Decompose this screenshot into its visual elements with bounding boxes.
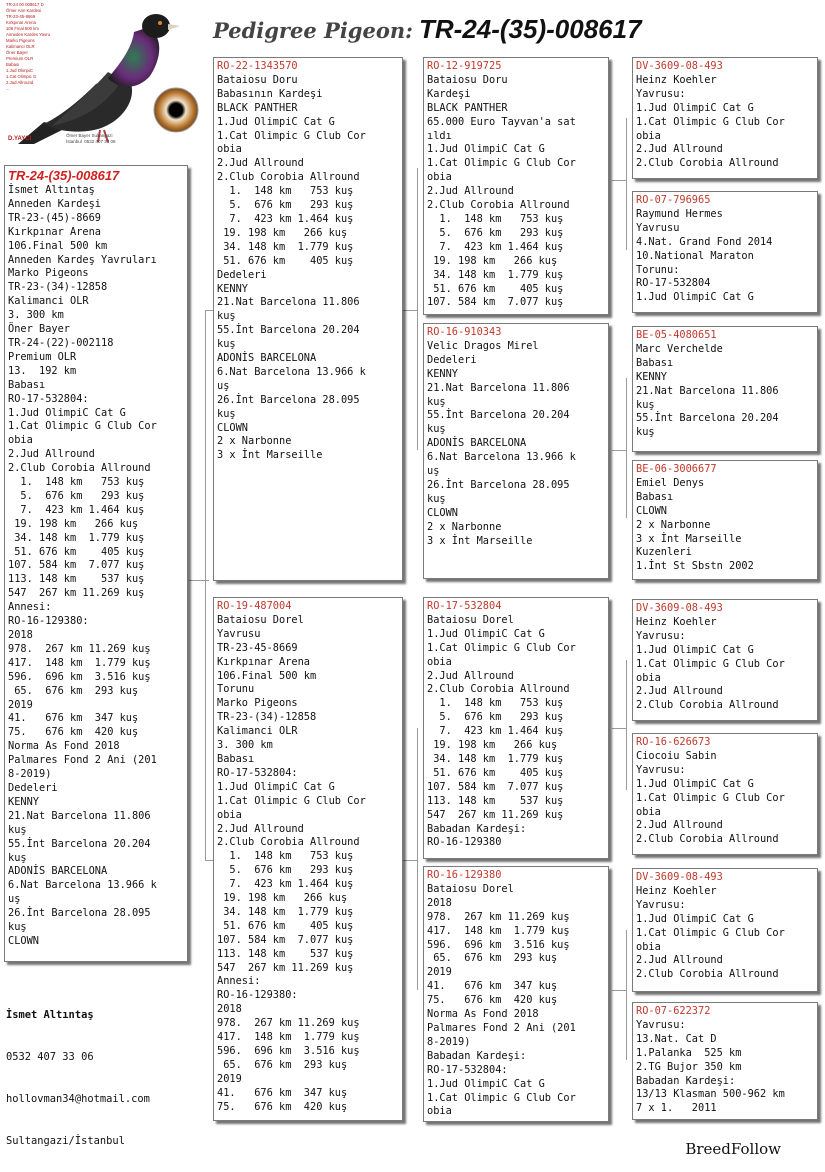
sire-sire-ring-number: RO-12-919725: [427, 60, 502, 72]
logo-caption: Ömer Bayer Sultangazi İstanbul 0532 407 33 06: [66, 133, 116, 144]
logo-brand: D.YAYCI: [8, 136, 32, 142]
sire-ring-number: RO-22-1343570: [217, 60, 298, 72]
dds-ring-number: DV-3609-08-493: [636, 871, 723, 883]
connector-ss: [612, 180, 626, 181]
dam-dam-details: Bataiosu Dorel 2018 978. 267 km 11.269 kuş 417. 148 km 1.779 kuş 596. 696 km 3.516 kuş 65. 676 km 293 kuş 2019 41. 676 km 347 kuş 75. 676 km 420 kuş Norma As Fond 2018 Palmares Fond 2 Ani (201 8-2019) Babadan Kardeşi: RO-17-532804: 1.Jud OlimpiC Cat G 1.Cat Olimpic G Club Cor obia: [427, 882, 576, 1118]
breeder-city: Sultangazi/İstanbul: [6, 1135, 125, 1147]
connector-main: [189, 580, 209, 581]
connector-ds: [612, 728, 626, 729]
dam-card: [213, 597, 403, 1121]
breeder-phone: 0532 407 33 06: [6, 1051, 94, 1063]
sss-details: Heinz Koehler Yavrusu: 1.Jud OlimpiC Cat G 1.Cat Olimpic G Club Cor obia 2.Jud Allround 2.Club Corobia Allround: [636, 73, 785, 170]
dam-sire-ring-number: RO-17-532804: [427, 600, 502, 612]
main-details: İsmet Altıntaş Anneden Kardeşi TR-23-(45)-8669 Kırkpınar Arena 106.Final 500 km Anneden Kardeş Yavruları Marko Pigeons TR-23-(34)-12858 Kalimanci OLR 3. 300 km Öner Bayer TR-24-(22)-002118 Premium OLR 13. 192 km Babası RO-17-532804: 1.Jud OlimpiC Cat G 1.Cat Olimpic G Club Cor obia 2.Jud Allround 2.Club Corobia Allround 1. 148 km 753 kuş 5. 676 km 293 kuş 7. 423 km 1.464 kuş 19. 198 km 266 kuş 34. 148 km 1.779 kuş 51. 676 km 405 kuş 107. 584 km 7.077 kuş 113. 148 km 537 kuş 547 267 km 11.269 kuş Annesi: RO-16-129380: 2018 978. 267 km 11.269 kuş 417. 148 km 1.779 kuş 596. 696 km 3.516 kuş 65. 676 km 293 kuş 2019 41. 676 km 347 kuş 75. 676 km 420 kuş Norma As Fond 2018 Palmares Fond 2 Ani (201 8-2019) Dedeleri KENNY 21.Nat Barcelona 11.806 kuş 55.İnt Barcelona 20.204 kuş ADONİS BARCELONA 6.Nat Barcelona 13.966 k uş 26.İnt Barcelona 28.095 kuş CLOWN: [8, 184, 157, 947]
ddd-card: [632, 1002, 818, 1120]
dds-card: [632, 868, 818, 992]
ssd-ring-number: RO-07-796965: [636, 194, 711, 206]
sire-details: Bataiosu Doru Babasının Kardeşi BLACK PANTHER 1.Jud OlimpiC Cat G 1.Cat Olimpic G Club Cor obia 2.Jud Allround 2.Club Corobia Allround 1. 148 km 753 kuş 5. 676 km 293 kuş 7. 423 km 1.464 kuş 19. 198 km 266 kuş 34. 148 km 1.779 kuş 51. 676 km 405 kuş Dedeleri KENNY 21.Nat Barcelona 11.806 kuş 55.İnt Barcelona 20.204 kuş ADONİS BARCELONA 6.Nat Barcelona 13.966 k uş 26.İnt Barcelona 28.095 kuş CLOWN 2 x Narbonne 3 x İnt Marseille: [217, 73, 366, 462]
dss-card: [632, 599, 818, 721]
sds-ring-number: BE-05-4080651: [636, 329, 717, 341]
sire-sire-details: Bataiosu Doru Kardeşi BLACK PANTHER 65.000 Euro Tayvan'a sat ıldı 1.Jud OlimpiC Cat G 1.Cat Olimpic G Club Cor obia 2.Jud Allround 2.Club Corobia Allround 1. 148 km 753 kuş 5. 676 km 293 kuş 7. 423 km 1.464 kuş 19. 198 km 266 kuş 34. 148 km 1.779 kuş 51. 676 km 405 kuş 107. 584 km 7.077 kuş: [427, 73, 576, 309]
dam-sire-details: Bataiosu Dorel 1.Jud OlimpiC Cat G 1.Cat Olimpic G Club Cor obia 2.Jud Allround 2.Club Corobia Allround 1. 148 km 753 kuş 5. 676 km 293 kuş 7. 423 km 1.464 kuş 19. 198 km 266 kuş 34. 148 km 1.779 kuş 51. 676 km 405 kuş 107. 584 km 7.077 kuş 113. 148 km 537 kuş 547 267 km 11.269 kuş Babadan Kardeşi: RO-16-129380: [427, 613, 576, 849]
dsd-card: [632, 733, 818, 855]
ssd-card: [632, 191, 818, 313]
sdd-ring-number: BE-06-3006677: [636, 463, 717, 475]
breedfollow-brand: BreedFollow: [685, 1140, 781, 1158]
connector-sd-v: [626, 378, 627, 518]
breeder-contact: [6, 980, 150, 1162]
dam-sire-card: [423, 597, 609, 859]
ddd-details: Yavrusu: 13.Nat. Cat D 1.Palanka 525 km 2.TG Bujor 350 km Babadan Kardeşi: 13/13 Klasman 500-962 km 7 x 1. 2011: [636, 1018, 785, 1115]
connector-sire-v: [417, 168, 418, 450]
dam-ring-number: RO-19-487004: [217, 600, 292, 612]
connector-dd-v: [626, 930, 627, 1060]
dss-ring-number: DV-3609-08-493: [636, 602, 723, 614]
connector-dd: [612, 990, 626, 991]
title-label: Pedigree Pigeon:: [213, 18, 413, 43]
connector-dam: [403, 860, 417, 861]
connector-gen1-bottom: [205, 860, 213, 861]
sds-card: [632, 326, 818, 452]
connector-dam-v: [417, 728, 418, 990]
sdd-card: [632, 460, 818, 580]
main-pigeon-card: [4, 165, 188, 962]
dds-details: Heinz Koehler Yavrusu: 1.Jud OlimpiC Cat G 1.Cat Olimpic G Club Cor obia 2.Jud Allround 2.Club Corobia Allround: [636, 884, 785, 981]
connector-sd: [612, 450, 626, 451]
sire-dam-details: Velic Dragos Mirel Dedeleri KENNY 21.Nat Barcelona 11.806 kuş 55.İnt Barcelona 20.204 kuş ADONİS BARCELONA 6.Nat Barcelona 13.966 k uş 26.İnt Barcelona 28.095 kuş CLOWN 2 x Narbonne 3 x İnt Marseille: [427, 339, 576, 547]
ssd-details: Raymund Hermes Yavrusu 4.Nat. Grand Fond 2014 10.National Maraton Torunu: RO-17-532804 1.Jud OlimpiC Cat G: [636, 207, 773, 304]
dam-dam-ring-number: RO-16-129380: [427, 869, 502, 881]
title-ring-number: TR-24-(35)-008617: [419, 14, 642, 44]
dam-dam-card: [423, 866, 609, 1122]
sss-card: [632, 57, 818, 179]
breeder-email: hollovman34@hotmail.com: [6, 1093, 150, 1105]
logo-mini-text: TR-24 00 008617 D Ömer Ann Kardesi TR-23-45-8669 Kırkpınar Arena 106 Final 500 km Anneden Kardes Yavru Marko Pigeons Kalimanci OLR Öner Bayer Premium OLR Babası 1.Jud OlimpiC 1.Cat Olimpic G 2.Jud Allround ...: [6, 2, 51, 91]
pigeon-logo: [4, 2, 200, 150]
ddd-ring-number: RO-07-622372: [636, 1005, 711, 1017]
sds-details: Marc Verchelde Babası KENNY 21.Nat Barcelona 11.806 kuş 55.İnt Barcelona 20.204 kuş: [636, 342, 779, 439]
dss-details: Heinz Koehler Yavrusu: 1.Jud OlimpiC Cat G 1.Cat Olimpic G Club Cor obia 2.Jud Allround 2.Club Corobia Allround: [636, 615, 785, 712]
breeder-name: İsmet Altıntaş: [6, 1009, 94, 1021]
connector-ds-v: [626, 660, 627, 790]
sire-dam-card: [423, 323, 609, 579]
connector-gen1-top: [205, 310, 213, 311]
sdd-details: Emiel Denys Babası CLOWN 2 x Narbonne 3 x İnt Marseille Kuzenleri 1.İnt St Sbstn 2002: [636, 476, 754, 573]
main-ring-number: TR-24-(35)-008617: [8, 168, 120, 183]
sire-sire-card: [423, 57, 609, 315]
sire-card: [213, 57, 403, 581]
connector-sire: [403, 310, 417, 311]
pigeon-icon: [4, 2, 200, 150]
dsd-ring-number: RO-16-626673: [636, 736, 711, 748]
sire-dam-ring-number: RO-16-910343: [427, 326, 502, 338]
page-title: [213, 12, 818, 48]
connector-ss-v: [626, 118, 627, 250]
dam-details: Bataiosu Dorel Yavrusu TR-23-45-8669 Kırkpınar Arena 106.Final 500 km Torunu Marko Pigeons TR-23-(34)-12858 Kalimanci OLR 3. 300 km Babası RO-17-532804: 1.Jud OlimpiC Cat G 1.Cat Olimpic G Club Cor obia 2.Jud Allround 2.Club Corobia Allround 1. 148 km 753 kuş 5. 676 km 293 kuş 7. 423 km 1.464 kuş 19. 198 km 266 kuş 34. 148 km 1.779 kuş 51. 676 km 405 kuş 107. 584 km 7.077 kuş 113. 148 km 537 kuş 547 267 km 11.269 kuş Annesi: RO-16-129380: 2018 978. 267 km 11.269 kuş 417. 148 km 1.779 kuş 596. 696 km 3.516 kuş 65. 676 km 293 kuş 2019 41. 676 km 347 kuş 75. 676 km 420 kuş: [217, 613, 366, 1113]
dsd-details: Ciocoiu Sabin Yavrusu: 1.Jud OlimpiC Cat G 1.Cat Olimpic G Club Cor obia 2.Jud Allround 2.Club Corobia Allround: [636, 749, 785, 846]
sss-ring-number: DV-3609-08-493: [636, 60, 723, 72]
connector-gen1: [205, 310, 206, 860]
